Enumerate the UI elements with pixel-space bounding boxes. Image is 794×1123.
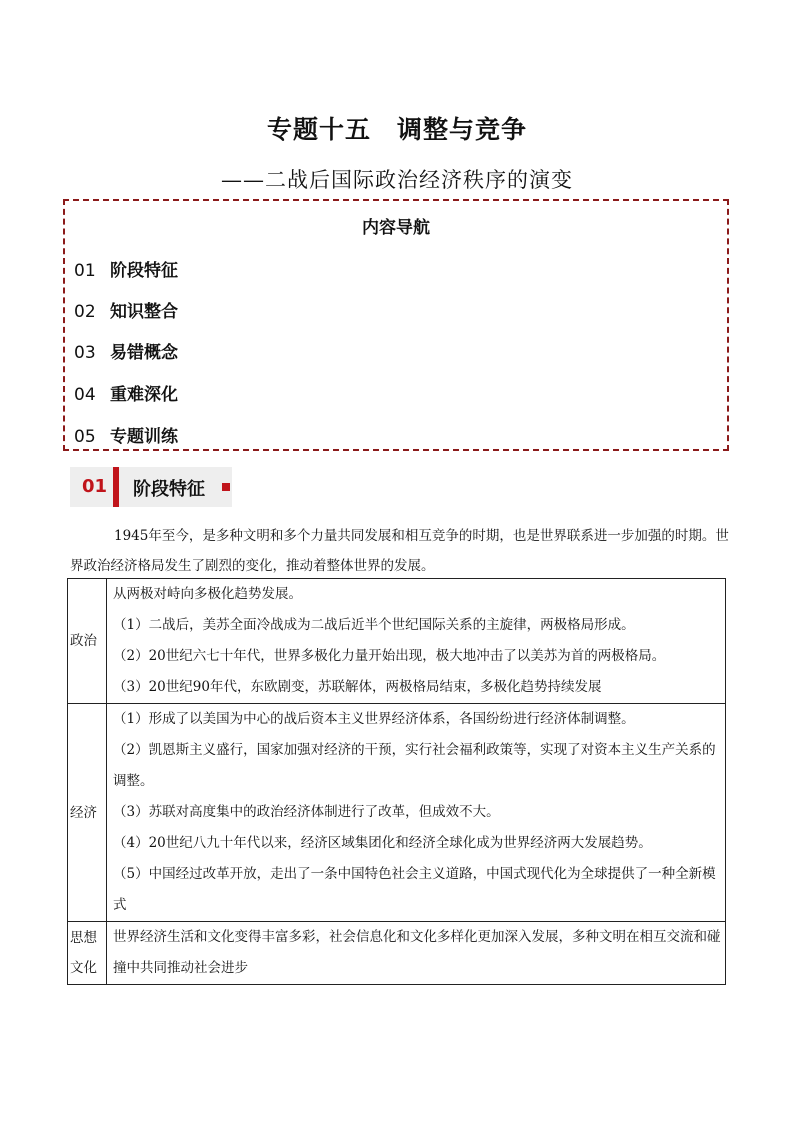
content-line: （5）中国经过改革开放，走出了一条中国特色社会主义道路，中国式现代化为全球提供了一种全新模式 (113, 866, 716, 913)
row-category: 政治 (68, 579, 107, 704)
nav-item-label: 阶段特征 (110, 261, 178, 281)
content-line: （1）二战后，美苏全面冷战成为二战后近半个世纪国际关系的主旋律，两极格局形成。 (113, 617, 635, 633)
nav-title: 内容导航 (362, 218, 430, 238)
nav-item-5[interactable] (74, 422, 178, 447)
row-content (107, 704, 726, 922)
nav-item-label: 专题训练 (110, 427, 178, 447)
section-accent-bar (113, 467, 119, 507)
section-header-01 (70, 467, 232, 507)
nav-item-label: 重难深化 (110, 385, 178, 405)
content-line: （2）20世纪六七十年代，世界多极化力量开始出现，极大地冲击了以美苏为首的两极格局。 (113, 648, 666, 664)
section-title: 阶段特征 (133, 479, 205, 500)
nav-item-number: 03 (74, 343, 96, 363)
table-row (68, 922, 726, 985)
section-intro-paragraph: 1945年至今，是多种文明和多个力量共同发展和相互竞争的时期，也是世界联系进一步加强的时期。世界政治经济格局发生了剧烈的变化，推动着整体世界的发展。 (70, 528, 729, 574)
nav-item-label: 易错概念 (110, 343, 178, 363)
nav-item-number: 02 (74, 302, 96, 322)
nav-item-2[interactable] (74, 297, 178, 322)
content-line: （3）苏联对高度集中的政治经济体制进行了改革，但成效不大。 (113, 804, 500, 820)
page-title: 专题十五 调整与竞争 (266, 115, 527, 144)
nav-item-number: 05 (74, 427, 96, 447)
content-navigation-box (63, 199, 729, 451)
row-content (107, 579, 726, 704)
section-number: 01 (82, 476, 108, 497)
nav-item-4[interactable] (74, 380, 178, 405)
content-line: （3）20世纪90年代，东欧剧变，苏联解体，两极格局结束，多极化趋势持续发展 (113, 679, 602, 695)
nav-item-label: 知识整合 (110, 302, 178, 322)
content-line: 从两极对峙向多极化趋势发展。 (113, 586, 302, 602)
table-row (68, 704, 726, 922)
nav-item-number: 04 (74, 385, 96, 405)
table-row (68, 579, 726, 704)
content-line: （2）凯恩斯主义盛行，国家加强对经济的干预，实行社会福利政策等，实现了对资本主义生产关系的调整。 (113, 742, 716, 789)
content-line: （1）形成了以美国为中心的战后资本主义世界经济体系，各国纷纷进行经济体制调整。 (113, 711, 635, 727)
row-category: 经济 (68, 704, 107, 922)
row-category: 思想文化 (68, 922, 107, 985)
section-square-marker (222, 483, 230, 491)
nav-item-3[interactable] (74, 338, 178, 363)
content-line: 世界经济生活和文化变得丰富多彩，社会信息化和文化多样化更加深入发展，多种文明在相互交流和碰撞中共同推动社会进步 (113, 929, 721, 976)
page-subtitle: ——二战后国际政治经济秩序的演变 (221, 168, 573, 192)
stage-summary-table (67, 578, 726, 985)
nav-item-1[interactable] (74, 256, 178, 281)
row-content (107, 922, 726, 985)
nav-item-number: 01 (74, 261, 96, 281)
content-line: （4）20世纪八九十年代以来，经济区域集团化和经济全球化成为世界经济两大发展趋势。 (113, 835, 652, 851)
